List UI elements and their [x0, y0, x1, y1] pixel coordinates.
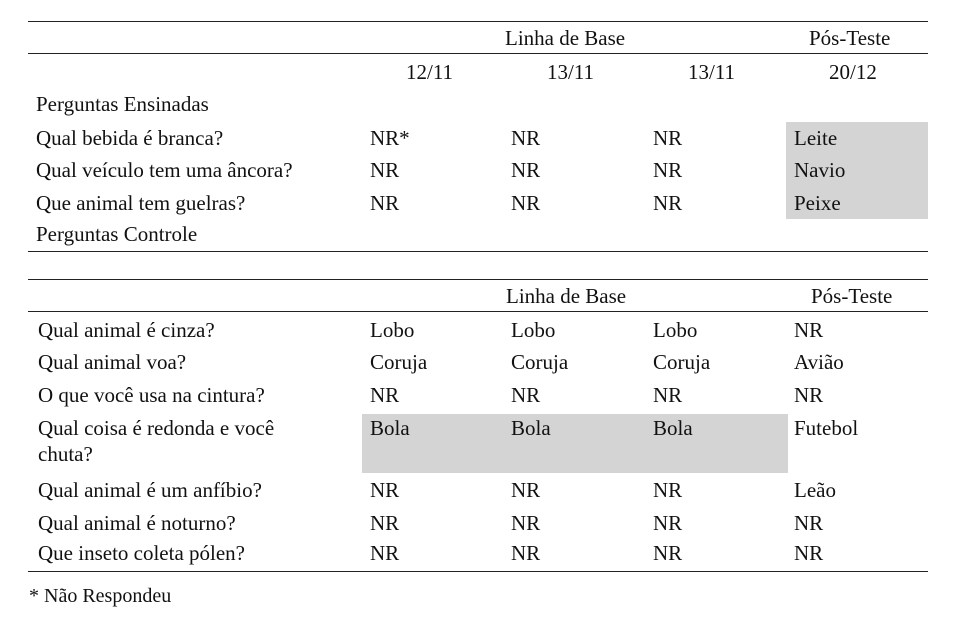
- table1-row-3-question: Que animal tem guelras?: [36, 191, 246, 215]
- table1-row-2-value-1: NR: [370, 158, 400, 182]
- table2-header-rule: [28, 311, 928, 312]
- table1-row-1-value-2: NR: [511, 126, 541, 150]
- table1-row-2-value-3: NR: [653, 158, 683, 182]
- table1-row-1-value-4: Leite: [794, 126, 838, 150]
- table2-row-2-value-2: Coruja: [511, 350, 569, 374]
- table1-row-1-value-3: NR: [653, 126, 683, 150]
- table2-row-3-value-4: NR: [794, 383, 824, 407]
- table2-row-1-value-2: Lobo: [511, 318, 556, 342]
- table2-row-5-value-3: NR: [653, 478, 683, 502]
- table1-row-3-value-1: NR: [370, 191, 400, 215]
- table2-header-post-test: Pós-Teste: [811, 284, 893, 308]
- table2-row-5-value-4: Leão: [794, 478, 836, 502]
- table2-row-1-value-1: Lobo: [370, 318, 415, 342]
- table2-top-rule: [28, 279, 928, 280]
- table2-row-6-value-3: NR: [653, 511, 683, 535]
- table2-row-4-question-line-2: chuta?: [38, 442, 93, 466]
- table1-date-3: 13/11: [688, 60, 736, 84]
- table2-row-7-value-1: NR: [370, 541, 400, 565]
- table2-row-6-value-2: NR: [511, 511, 541, 535]
- table1-date-2: 13/11: [547, 60, 595, 84]
- table2-row-1-question: Qual animal é cinza?: [38, 318, 215, 342]
- table2-row-3-value-3: NR: [653, 383, 683, 407]
- table1-row-3-value-2: NR: [511, 191, 541, 215]
- section-control-questions: Perguntas Controle: [36, 222, 198, 246]
- table2-row-4-value-4: Futebol: [794, 416, 859, 440]
- table2-row-3-value-1: NR: [370, 383, 400, 407]
- table1-header-rule: [28, 53, 928, 54]
- table1-header-baseline: Linha de Base: [505, 26, 626, 50]
- table2-row-2-value-3: Coruja: [653, 350, 711, 374]
- table2-row-2-value-1: Coruja: [370, 350, 428, 374]
- table1-row-3-value-3: NR: [653, 191, 683, 215]
- section-taught-questions: Perguntas Ensinadas: [36, 92, 209, 116]
- table2-row-5-value-1: NR: [370, 478, 400, 502]
- table2-row-3-value-2: NR: [511, 383, 541, 407]
- baseline-highlight-ball: [362, 414, 788, 473]
- table2-row-7-question: Que inseto coleta pólen?: [38, 541, 246, 565]
- table2-row-6-question: Qual animal é noturno?: [38, 511, 236, 535]
- table2-row-6-value-1: NR: [370, 511, 400, 535]
- table1-row-2-value-2: NR: [511, 158, 541, 182]
- table1-top-rule: [28, 21, 928, 22]
- table1-row-3-value-4: Peixe: [794, 191, 841, 215]
- table2-row-4-value-2: Bola: [511, 416, 551, 440]
- table2-row-7-value-2: NR: [511, 541, 541, 565]
- footnote: * Não Respondeu: [29, 585, 172, 607]
- table2-row-1-value-4: NR: [794, 318, 824, 342]
- table2-row-6-value-4: NR: [794, 511, 824, 535]
- table1-date-1: 12/11: [406, 60, 454, 84]
- table1-row-1-question: Qual bebida é branca?: [36, 126, 224, 150]
- table2-row-7-value-4: NR: [794, 541, 824, 565]
- table1-bottom-rule: [28, 251, 928, 252]
- table2-header-baseline: Linha de Base: [506, 284, 627, 308]
- table2-row-4-value-1: Bola: [370, 416, 410, 440]
- table1-row-1-value-1: NR*: [370, 126, 410, 150]
- table2-row-2-value-4: Avião: [794, 350, 844, 374]
- table2-row-4-value-3: Bola: [653, 416, 693, 440]
- table1-date-4: 20/12: [829, 60, 877, 84]
- table1-header-post-test: Pós-Teste: [809, 26, 891, 50]
- table2-row-4-question-line-1: Qual coisa é redonda e você: [38, 416, 275, 440]
- table2-row-5-value-2: NR: [511, 478, 541, 502]
- table1-row-2-value-4: Navio: [794, 158, 846, 182]
- table1-row-2-question: Qual veículo tem uma âncora?: [36, 158, 293, 182]
- table2-row-7-value-3: NR: [653, 541, 683, 565]
- table2-row-1-value-3: Lobo: [653, 318, 698, 342]
- table2-row-5-question: Qual animal é um anfíbio?: [38, 478, 262, 502]
- table2-row-2-question: Qual animal voa?: [38, 350, 187, 374]
- table2-row-3-question: O que você usa na cintura?: [38, 383, 265, 407]
- table2-bottom-rule: [28, 571, 928, 572]
